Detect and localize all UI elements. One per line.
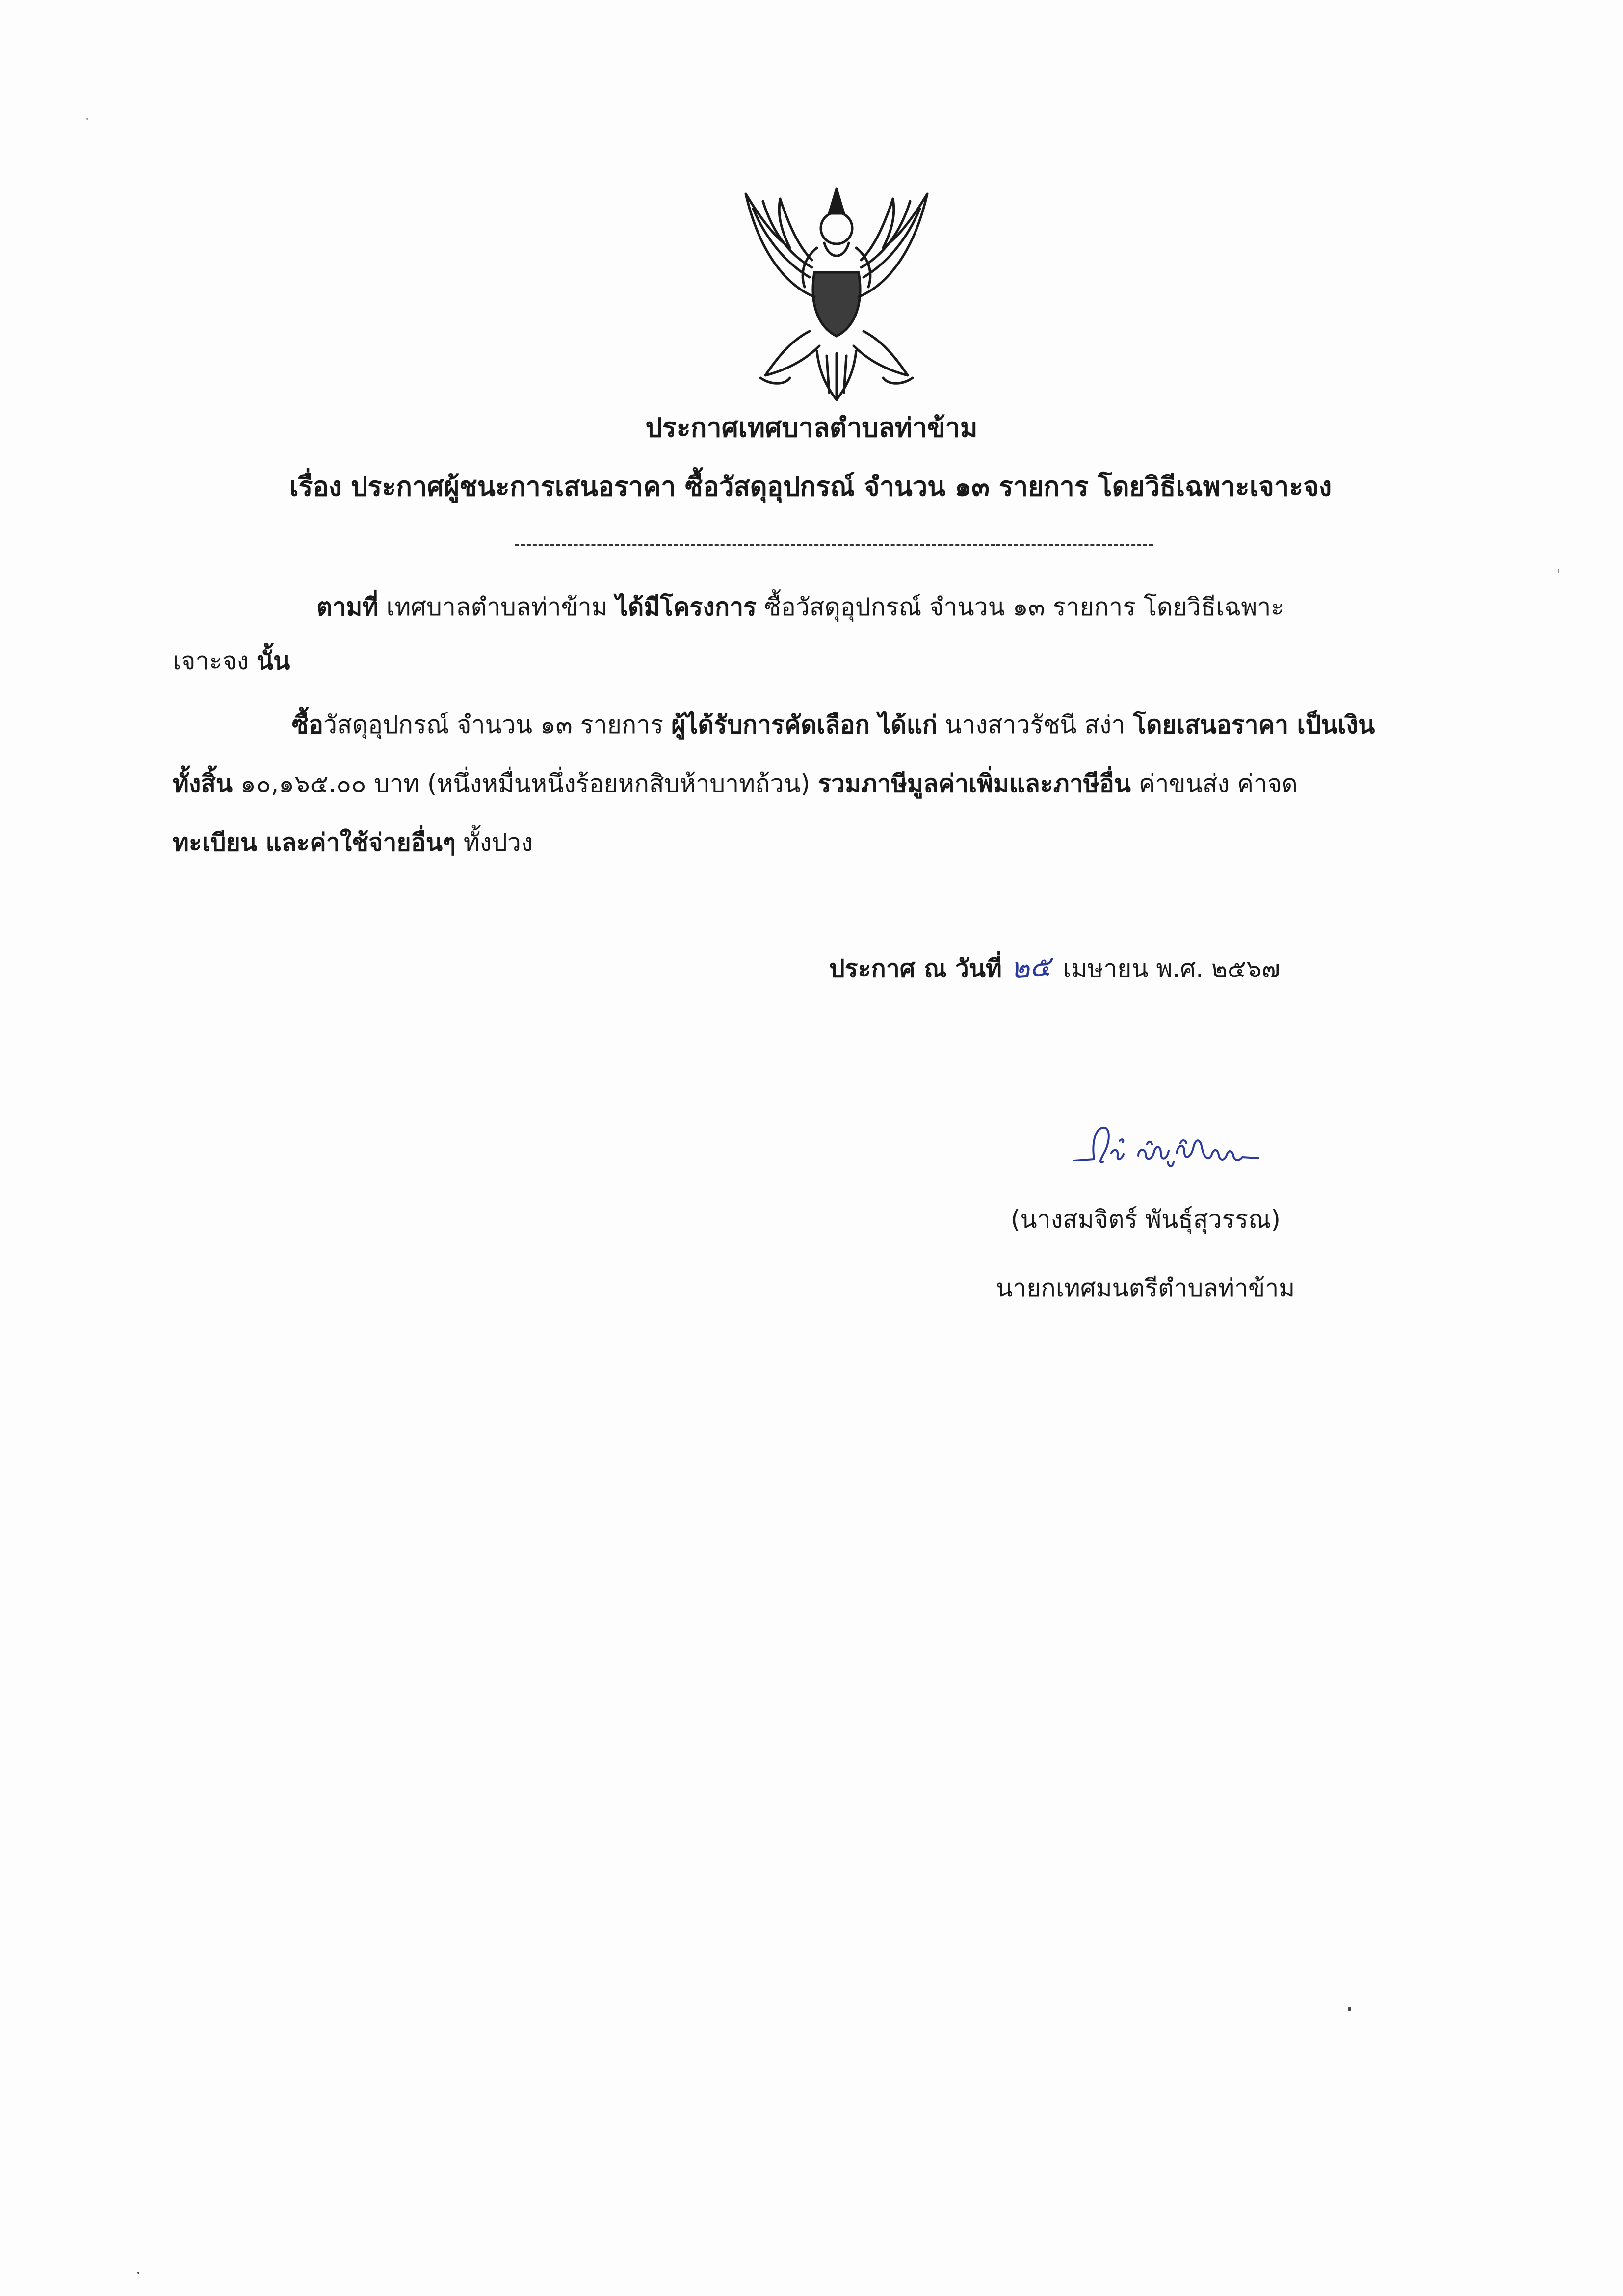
paragraph-1-text: เทศบาลตำบลท่าข้าม: [378, 593, 616, 621]
garuda-emblem-icon: [731, 174, 942, 405]
paragraph-2-end: ทั้งปวง: [455, 828, 533, 857]
paragraph-1-cont: เจาะจง: [173, 647, 257, 675]
signer-position: นายกเทศมนตรีตำบลท่าข้าม: [996, 1274, 1295, 1302]
scan-speck: [86, 118, 88, 120]
announcement-title: ประกาศเทศบาลตำบลท่าข้าม: [645, 412, 978, 443]
paragraph-2-text-2: นางสาวรัชนี สง่า: [937, 711, 1133, 739]
paragraph-2-tax-note: รวมภาษีมูลค่าเพิ่มและภาษีอื่น: [818, 769, 1131, 798]
date-day-handwritten: ๒๕: [1009, 949, 1052, 985]
announcement-subject: เรื่อง ประกาศผู้ชนะการเสนอราคา ซื้อวัสดุอุปกรณ์ จำนวน ๑๓ รายการ โดยวิธีเฉพาะเจาะจง: [289, 471, 1332, 502]
paragraph-2-line-2: [173, 771, 1298, 796]
paragraph-2-line-3: [173, 830, 533, 855]
paragraph-2-line-1: [292, 713, 1375, 737]
paragraph-1-lead: ตามที่: [316, 593, 379, 621]
signer-name: (นางสมจิตร์ พันธุ์สุวรรณ): [1011, 1205, 1281, 1234]
paragraph-2-expenses: ทะเบียน และค่าใช้จ่ายอื่นๆ: [173, 828, 456, 857]
paragraph-1-line-2: [173, 649, 290, 673]
paragraph-2-total-label: ทั้งสิ้น: [173, 769, 233, 798]
date-rest: เมษายน พ.ศ. ๒๕๖๗: [1063, 954, 1281, 983]
scan-speck: [1348, 2007, 1351, 2011]
paragraph-1-line-1: [316, 595, 1284, 619]
announcement-date: [829, 949, 1281, 985]
signature-image: [1065, 1114, 1281, 1192]
scan-speck: [1558, 569, 1559, 573]
paragraph-2-bold-2: โดยเสนอราคา เป็นเงิน: [1133, 711, 1375, 739]
paragraph-1-text-2: ซื้อวัสดุอุปกรณ์ จำนวน ๑๓ รายการ โดยวิธีเฉพาะ: [757, 593, 1284, 621]
paragraph-2-amount: ๑๐,๑๖๕.๐๐ บาท (หนึ่งหมื่นหนึ่งร้อยหกสิบห้าบาทถ้วน): [233, 769, 818, 798]
paragraph-2-bold: ผู้ได้รับการคัดเลือก ได้แก่: [671, 711, 938, 739]
paragraph-1-bold: ได้มีโครงการ: [615, 593, 757, 621]
paragraph-2-lead: ซื้อ: [292, 711, 323, 739]
paragraph-1-cont-bold: นั้น: [256, 647, 290, 675]
paragraph-2-text: วัสดุอุปกรณ์ จำนวน ๑๓ รายการ: [323, 711, 672, 739]
paragraph-2-fees: ค่าขนส่ง ค่าจด: [1131, 769, 1298, 798]
date-prefix: ประกาศ ณ วันที่: [829, 954, 1002, 983]
divider-line: [515, 544, 1153, 546]
scan-speck: [137, 2272, 139, 2274]
